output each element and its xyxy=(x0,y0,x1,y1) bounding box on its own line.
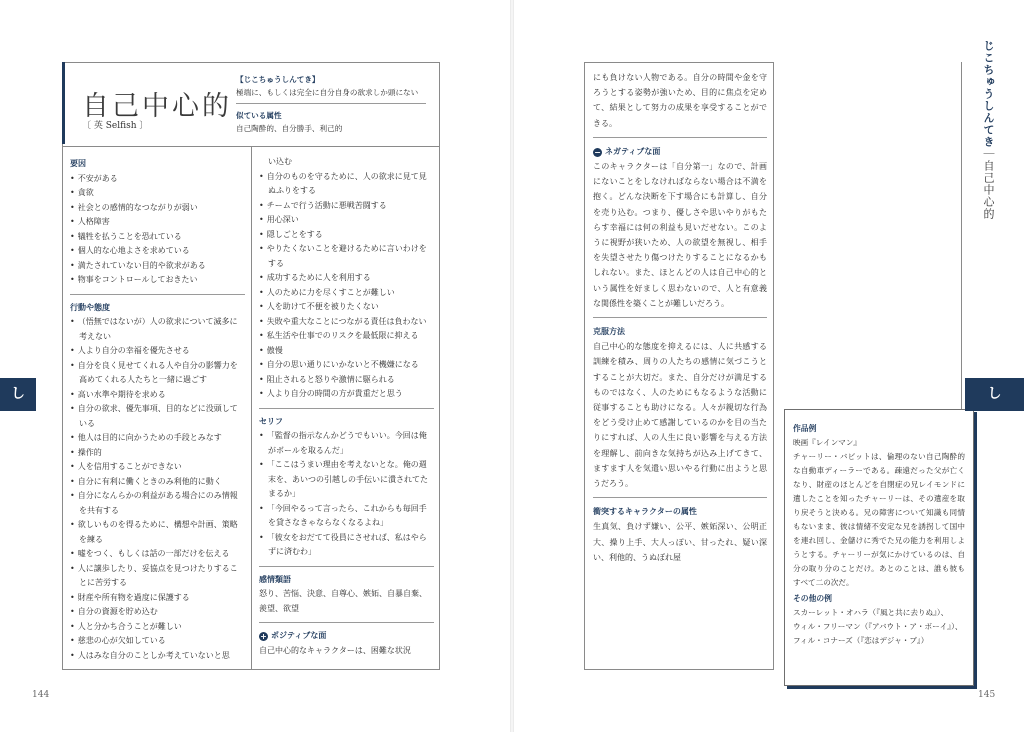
right-main-column xyxy=(593,70,767,565)
minus-circle-icon: − xyxy=(594,147,601,157)
positive-continued: にも負けない人物である。自分の時間や金を守ろうとする姿勢が強いため、目的に焦点を定めて、結果として努力の成果を享受することができる。 xyxy=(593,73,767,128)
section-rule xyxy=(593,137,767,138)
header-rule xyxy=(236,103,426,104)
section-rule xyxy=(259,622,434,623)
plus-circle-icon: + xyxy=(260,632,267,641)
list-item: • 失敗や重大なことにつながる責任は負わない xyxy=(259,315,434,330)
section-rule xyxy=(593,317,767,318)
column-divider xyxy=(251,146,252,670)
list-item: • 隠しごとをする xyxy=(259,228,434,243)
list-item: • 満たされていない目的や欲求がある xyxy=(70,259,245,274)
list-item: • 自分の思い通りにいかないと不機嫌になる xyxy=(259,358,434,373)
definition-text: 極端に、もしくは完全に自分自身の欲求しか頭にない xyxy=(236,88,419,97)
list-item: • 人格障害 xyxy=(70,215,245,230)
example-box xyxy=(784,409,974,686)
emotions-text: 怒り、苦悩、決意、自尊心、嫉妬、自暴自棄、羨望、欲望 xyxy=(259,589,427,613)
conflict-title: 衝突するキャラクターの属性 xyxy=(593,507,697,517)
list-item: • 自分に有利に働くときのみ利他的に動く xyxy=(70,475,245,490)
list-item: • 阻止されると怒りや激情に駆られる xyxy=(259,373,434,388)
list-continuation: い込む xyxy=(268,157,292,166)
overcome-title: 克服方法 xyxy=(593,327,625,337)
right-column xyxy=(259,155,434,658)
list-item: • 社会との感情的なつながりが弱い xyxy=(70,201,245,216)
example-work: 映画『レインマン』 xyxy=(793,438,861,447)
list-item: • 嘘をつく、もしくは話の一部だけを伝える xyxy=(70,547,245,562)
list-item: • 「彼女をおだてて役員にさせれば、私はやらずに済むわ」 xyxy=(259,531,434,560)
list-item: • 財産や所有物を過度に保護する xyxy=(70,591,245,606)
overcome-text: 自己中心的な態度を抑えるには、人に共感する訓練を積み、周りの人たちの感情に気づこうとすることが大切だ。また、自分だけが満足するものではなく、人のためにもなるような活動に従事することも助けになる。人々が親切な行為をどう受け止めて感謝しているのかを目の当たりにすれば、人の人生に良い影響を与える方法を理解し、前向きな気持ちが込み上げてきて、ますます人を気遣い思いやる行動に出ようと思うだろう。 xyxy=(593,342,767,489)
emotions-title: 感情類語 xyxy=(259,574,291,584)
example-title: 作品例 xyxy=(793,424,817,433)
header-info xyxy=(236,73,426,135)
section-rule xyxy=(259,408,434,409)
list-item: • 人のために力を尽くすことが難しい xyxy=(259,286,434,301)
similar-values: 自己陶酔的、自分勝手、利己的 xyxy=(236,124,343,133)
negative-heading xyxy=(593,144,767,159)
list-item: • 人を助けて不便を被りたくない xyxy=(259,300,434,315)
list-item: • 不安がある xyxy=(70,172,245,187)
list-item: • 私生活や仕事でのリスクを最低限に抑える xyxy=(259,329,434,344)
behaviors-title: 行動や態度 xyxy=(70,302,110,312)
list-item: • 自分になんらかの利益がある場合にのみ情報を共有する xyxy=(70,489,245,518)
section-rule xyxy=(259,566,434,567)
positive-text: 自己中心的なキャラクターは、困難な状況 xyxy=(259,645,411,655)
list-item: • 自分の資源を貯め込む xyxy=(70,605,245,620)
causes-title: 要因 xyxy=(70,159,86,168)
list-item: • 成功するために人を利用する xyxy=(259,271,434,286)
list-item: • 「監督の指示なんかどうでもいい。今回は俺がボールを取るんだ」 xyxy=(259,429,434,458)
other-example-item: スカーレット・オハラ（『風と共に去りぬ』）、 xyxy=(793,608,949,617)
list-item: • チームで行う活動に悪戦苦闘する xyxy=(259,199,434,214)
left-column xyxy=(70,155,245,663)
index-tab-right: し xyxy=(965,378,1024,411)
behaviors-list-cont xyxy=(259,170,434,402)
page-title: 自己中心的 xyxy=(82,91,232,122)
causes-list xyxy=(70,172,245,288)
list-item: • 操作的 xyxy=(70,446,245,461)
list-item: • 物事をコントロールしておきたい xyxy=(70,273,245,288)
list-item: • 「今回やるって言ったら、これからも毎回手を貸さなきゃならなくなるよね」 xyxy=(259,502,434,531)
list-item: • 人より自分の時間の方が貴重だと思う xyxy=(259,387,434,402)
side-heading xyxy=(976,40,996,220)
list-item: • 「ここはうまい理由を考えないとな。俺の週末を、あいつの引越しの手伝いに潰されてたまるか」 xyxy=(259,458,434,502)
section-rule xyxy=(593,497,767,498)
list-item: • 犠牲を払うことを恐れている xyxy=(70,230,245,245)
other-examples-title: その他の例 xyxy=(793,594,832,603)
positive-heading xyxy=(259,629,434,644)
section-rule xyxy=(70,294,245,295)
list-item: • 欲しいものを得るために、構想や計画、策略を練る xyxy=(70,518,245,547)
list-item: • 人はみな自分のことしか考えていないと思 xyxy=(70,649,245,664)
list-item: • 自分を良く見せてくれる人や自分の影響力を高めてくれる人たちと一緒に過ごす xyxy=(70,359,245,388)
reading-label: 【じこちゅうしんてき】 xyxy=(236,75,320,84)
book-gutter xyxy=(510,0,514,732)
behaviors-list xyxy=(70,315,245,663)
list-item: • 貪欲 xyxy=(70,186,245,201)
list-item: • 自分の欲求、優先事項、目的などに没頭している xyxy=(70,402,245,431)
negative-title: ネガティブな面 xyxy=(605,146,661,156)
page-number-left: 144 xyxy=(32,690,50,700)
conflict-text: 生真気、負けず嫌い、公平、嫉妬深い、公明正大、操り上手、大人っぽい、甘ったれ、疑い深い、利他的、うぬぼれ屋 xyxy=(593,522,767,562)
list-item: • 高い水準や期待を求める xyxy=(70,388,245,403)
list-item: • 用心深い xyxy=(259,213,434,228)
list-item: • 傲慢 xyxy=(259,344,434,359)
page-subtitle: 〔 英 Selfish 〕 xyxy=(82,121,149,131)
negative-text: このキャラクターは「自分第一」なので、計画にないことをしなければならない場合は不満を抱く。どんな決断を下す場合にも計算し、自分を売り込む。つまり、優しさや思いやりがもたらす幸福には何の利益も見いだせない。このように視野が狭いため、人の欲望を無視し、相手を失望させたり傷つけたりすることになるかもしれない。また、ほとんどの人は自己中心的という属性を好ましく思わないので、人と有意義な関係性を築くことが難しいだろう。 xyxy=(593,162,767,308)
similar-label: 似ている属性 xyxy=(236,111,282,120)
list-item: • 人に譲歩したり、妥協点を見つけたりすることに苦労する xyxy=(70,562,245,591)
index-tab-left: し xyxy=(0,378,36,411)
side-heading-reading: じこちゅうしんてき xyxy=(982,40,995,148)
lines-list xyxy=(259,429,434,560)
lines-title: セリフ xyxy=(259,416,283,426)
list-item: • （悟無ではないが）人の欲求について滅多に考えない xyxy=(70,315,245,344)
list-item: • 人と分かち合うことが難しい xyxy=(70,620,245,635)
title-accent-bar xyxy=(62,62,65,144)
list-item: • やりたくないことを避けるために言いわけをする xyxy=(259,242,434,271)
page-number-right: 145 xyxy=(978,690,996,700)
side-heading-term: ｜自己中心的 xyxy=(982,148,995,220)
example-text: チャーリー・バビットは、倫理のない自己陶酔的な自動車ディーラーである。疎遠だった父が亡くなり、財産のほとんどを自閉症の兄レイモンドに遺したことを知ったチャーリーは、その遺産を取り戻そうと決める。兄の障害について知識も同情もないまま、彼は情緒不安定な兄を誘拐して国中を連れ回し、金儲けに秀でた兄の能力を利用しようとする。チャーリーが気にかけているのは、自分の取り分のことだけ。あとのことは、誰も彼もすべて二の次だ。 xyxy=(793,452,965,587)
positive-title: ポジティブな面 xyxy=(271,631,327,640)
list-item: • 人より自分の幸福を優先させる xyxy=(70,344,245,359)
other-example-item: ウィル・フリーマン（『アバウト・ア・ボーイ』）、フィル・コナーズ（『恋はデジャ・ブ』） xyxy=(793,622,963,645)
list-item: • 自分のものを守るために、人の欲求に見て見ぬふりをする xyxy=(259,170,434,199)
list-item: • 慈悲の心が欠如している xyxy=(70,634,245,649)
list-item: • 個人的な心地よさを求めている xyxy=(70,244,245,259)
list-item: • 人を信用することができない xyxy=(70,460,245,475)
list-item: • 他人は目的に向かうための手段とみなす xyxy=(70,431,245,446)
